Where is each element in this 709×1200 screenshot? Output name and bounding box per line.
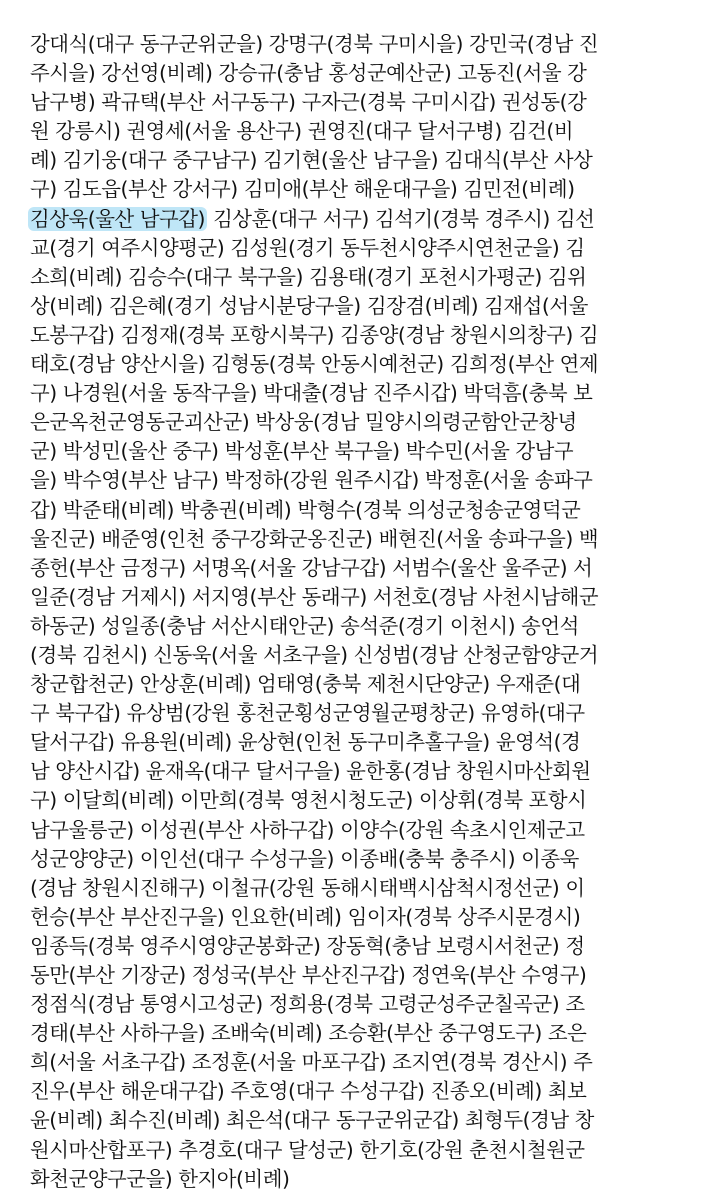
text-segment: 화천군양구군을) 한지아(비례) [30, 1166, 290, 1191]
text-segment: 갑) 박준태(비례) 박충권(비례) 박형수(경북 의성군청송군영덕군 [30, 497, 581, 522]
text-segment: 교(경기 여주시양평군) 김성원(경기 동두천시양주시연천군을) 김 [30, 235, 585, 260]
text-line [30, 903, 690, 932]
text-line [30, 205, 690, 234]
text-line [30, 234, 690, 263]
text-line [30, 990, 690, 1019]
text-line [30, 117, 690, 146]
text-line [30, 321, 690, 350]
text-line [30, 59, 690, 88]
text-segment: 달서구갑) 유용원(비례) 윤상현(인천 동구미추홀구을) 윤영석(경 [30, 730, 581, 755]
text-line [30, 641, 690, 670]
text-line [30, 786, 690, 815]
text-segment: 을) 박수영(부산 남구) 박정하(강원 원주시갑) 박정훈(서울 송파구 [30, 468, 593, 493]
text-segment: 임종득(경북 영주시영양군봉화군) 장동혁(충남 보령시서천군) 정 [30, 933, 585, 958]
text-segment: 남구병) 곽규택(부산 서구동구) 구자근(경북 구미시갑) 권성동(강 [30, 90, 587, 115]
text-segment: 구) 김도읍(부산 강서구) 김미애(부산 해운대구을) 김민전(비례) [30, 177, 575, 202]
text-line [30, 1136, 690, 1165]
text-line [30, 350, 690, 379]
text-line [30, 1077, 690, 1106]
text-segment: (경남 창원시진해구) 이철규(강원 동해시태백시삼척시정선군) 이 [30, 875, 585, 900]
text-line [30, 1048, 690, 1077]
text-line [30, 175, 690, 204]
text-segment: 윤(비례) 최수진(비례) 최은석(대구 동구군위군갑) 최형두(경남 창 [30, 1108, 594, 1133]
text-segment: 소희(비례) 김승수(대구 북구을) 김용태(경기 포천시가평군) 김위 [30, 264, 587, 289]
text-segment: 은군옥천군영동군괴산군) 박상웅(경남 밀양시의령군함안군창녕 [30, 410, 577, 435]
text-line [30, 1019, 690, 1048]
text-segment: 하동군) 성일종(충남 서산시태안군) 송석준(경기 이천시) 송언석 [30, 613, 579, 638]
text-line [30, 728, 690, 757]
text-line [30, 496, 690, 525]
text-segment: 남 양산시갑) 윤재옥(대구 달서구을) 윤한홍(경남 창원시마산회원 [30, 759, 591, 784]
text-segment: 동만(부산 기장군) 정성국(부산 부산진구갑) 정연욱(부산 수영구) [30, 963, 587, 987]
text-line [30, 612, 690, 641]
text-line [30, 1165, 690, 1194]
text-line [30, 874, 690, 903]
text-segment: (경북 김천시) 신동욱(서울 서초구을) 신성범(경남 산청군함양군거 [30, 642, 599, 667]
text-segment: 김상훈(대구 서구) 김석기(경북 경주시) 김선 [207, 206, 595, 231]
text-line [30, 263, 690, 292]
text-line [30, 554, 690, 583]
text-line [30, 30, 690, 59]
text-line [30, 1106, 690, 1135]
text-segment: 원 강릉시) 권영세(서울 용산구) 권영진(대구 달서구병) 김건(비 [30, 119, 574, 144]
text-segment: 일준(경남 거제시) 서지영(부산 동래구) 서천호(경남 사천시남해군 [30, 584, 599, 609]
text-segment: 원시마산합포구) 추경호(대구 달성군) 한기호(강원 춘천시철원군 [30, 1137, 585, 1162]
text-segment: 례) 김기웅(대구 중구남구) 김기현(울산 남구을) 김대식(부산 사상 [30, 148, 593, 173]
text-line [30, 816, 690, 845]
text-line [30, 408, 690, 437]
text-line [30, 845, 690, 874]
text-segment: 상(비례) 김은혜(경기 성남시분당구을) 김장겸(비례) 김재섭(서울 [30, 293, 588, 318]
text-segment: 성군양양군) 이인선(대구 수성구을) 이종배(충북 충주시) 이종욱 [30, 846, 579, 871]
text-line [30, 699, 690, 728]
text-segment: 경태(부산 사하구을) 조배숙(비례) 조승환(부산 중구영도구) 조은 [30, 1021, 587, 1046]
text-segment: 희(서울 서초구갑) 조정훈(서울 마포구갑) 조지연(경북 경산시) 주 [30, 1050, 593, 1075]
text-segment: 정점식(경남 통영시고성군) 정희용(경북 고령군성주군칠곡군) 조 [30, 992, 585, 1017]
text-line [30, 292, 690, 321]
text-segment: 도봉구갑) 김정재(경북 포항시북구) 김종양(경남 창원시의창구) 김 [30, 322, 599, 347]
text-line [30, 961, 690, 990]
text-segment: 구) 이달희(비례) 이만희(경북 영천시청도군) 이상휘(경북 포항시 [30, 788, 587, 813]
text-line [30, 379, 690, 408]
text-segment: 울진군) 배준영(인천 중구강화군옹진군) 배현진(서울 송파구을) 백 [30, 526, 599, 551]
text-document [30, 30, 690, 1194]
text-segment: 구) 나경원(서울 동작구을) 박대출(경남 진주시갑) 박덕흠(충북 보 [30, 381, 593, 406]
text-segment: 주시을) 강선영(비례) 강승규(충남 홍성군예산군) 고동진(서울 강 [30, 61, 587, 86]
highlighted-text: 김상욱(울산 남구갑) [30, 206, 206, 231]
text-line [30, 670, 690, 699]
text-line [30, 525, 690, 554]
text-line [30, 146, 690, 175]
text-segment: 헌승(부산 부산진구을) 인요한(비례) 임이자(경북 상주시문경시) [30, 904, 581, 929]
text-segment: 구 북구갑) 유상범(강원 홍천군횡성군영월군평창군) 유영하(대구 [30, 701, 585, 726]
text-segment: 진우(부산 해운대구갑) 주호영(대구 수성구갑) 진종오(비례) 최보 [30, 1079, 587, 1104]
text-line [30, 757, 690, 786]
text-segment: 남구울릉군) 이성권(부산 사하구갑) 이양수(강원 속초시인제군고 [30, 817, 585, 842]
text-line [30, 932, 690, 961]
text-line [30, 466, 690, 495]
text-segment: 태호(경남 양산시을) 김형동(경북 안동시예천군) 김희정(부산 연제 [30, 352, 599, 377]
text-line [30, 437, 690, 466]
text-segment: 창군합천군) 안상훈(비례) 엄태영(충북 제천시단양군) 우재준(대 [30, 672, 581, 697]
text-segment: 군) 박성민(울산 중구) 박성훈(부산 북구을) 박수민(서울 강남구 [30, 439, 574, 464]
text-segment: 강대식(대구 동구군위군을) 강명구(경북 구미시을) 강민국(경남 진 [30, 32, 599, 56]
text-line [30, 88, 690, 117]
text-line [30, 583, 690, 612]
text-segment: 종헌(부산 금정구) 서명옥(서울 강남구갑) 서범수(울산 울주군) 서 [30, 555, 593, 580]
